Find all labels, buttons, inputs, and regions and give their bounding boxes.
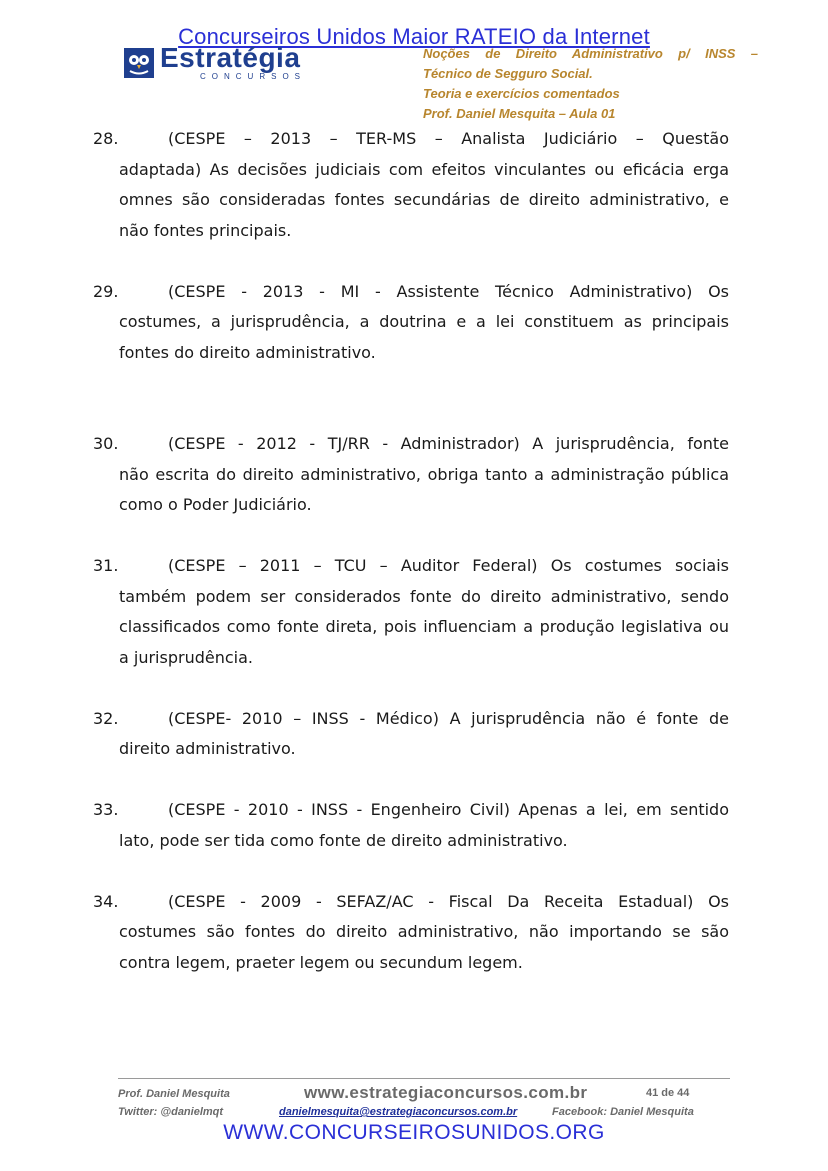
question-heading: (CESPE- 2010 – INSS - Médico) A jurisprudência não é fonte de (168, 708, 729, 728)
question-text: costumes são fontes do direito administrativo, não importando se são contra legem, praeter legem ou secundum legem. (119, 922, 729, 972)
question-heading: (CESPE - 2013 - MI - Assistente Técnico Administrativo) Os (168, 281, 729, 301)
logo-name: Estratégia (160, 42, 301, 73)
course-subtitle: Técnico de Segguro Social. (423, 66, 593, 81)
footer-email-link[interactable]: danielmesquita@estrategiaconcursos.com.br (279, 1106, 518, 1118)
logo-subtitle: CONCURSOS (200, 72, 307, 81)
owl-icon (124, 48, 154, 78)
question-item (93, 429, 729, 521)
question-item (93, 704, 729, 765)
question-number: 33. (93, 800, 119, 819)
course-title: Noções de Direito Administrativo p/ INSS – (423, 46, 758, 61)
question-number: 30. (93, 434, 119, 453)
question-heading: (CESPE - 2010 - INSS - Engenheiro Civil) Apenas a lei, em sentido (168, 800, 729, 819)
question-text: direito administrativo. (119, 739, 296, 758)
question-heading: (CESPE – 2013 – TER-MS – Analista Judiciário – Questão (168, 129, 729, 148)
question-text: lato, pode ser tida como fonte de direito administrativo. (119, 830, 568, 850)
estrategia-logo (124, 44, 306, 82)
footer-author: Prof. Daniel Mesquita (118, 1088, 230, 1100)
question-text: não escrita do direito administrativo, obriga tanto a administração pública como o Poder Judiciário. (119, 464, 729, 514)
page-footer (118, 1083, 730, 1123)
footer-divider (118, 1078, 730, 1079)
course-lesson: Prof. Daniel Mesquita – Aula 01 (423, 106, 616, 121)
watermark-top: Concurseiros Unidos Maior RATEIO da Internet (178, 24, 650, 49)
question-number: 31. (93, 556, 119, 575)
footer-twitter: Twitter: @danielmqt (118, 1106, 224, 1118)
question-number: 32. (93, 708, 119, 728)
footer-facebook: Facebook: Daniel Mesquita (552, 1106, 694, 1118)
question-item (93, 887, 729, 979)
question-text: costumes, a jurisprudência, a doutrina e a lei constituem as principais fontes do direito administrativo. (119, 312, 729, 362)
question-item (93, 795, 729, 856)
question-number: 29. (93, 281, 119, 301)
footer-site-link[interactable]: www.estrategiaconcursos.com.br (304, 1083, 588, 1102)
question-heading: (CESPE – 2011 – TCU – Auditor Federal) Os costumes sociais (168, 556, 729, 575)
watermark-bottom: WWW.CONCURSEIROSUNIDOS.ORG (223, 1121, 605, 1144)
question-item (93, 551, 729, 673)
page-number: 41 de 44 (646, 1087, 690, 1099)
question-item (93, 124, 729, 246)
question-number: 28. (93, 129, 119, 148)
question-heading: (CESPE - 2009 - SEFAZ/AC - Fiscal Da Receita Estadual) Os (168, 891, 729, 911)
question-text: adaptada) As decisões judiciais com efeitos vinculantes ou eficácia erga omnes são consideradas fontes secundárias de direito administrativo, e não fontes principais. (119, 159, 729, 240)
question-item (93, 277, 729, 369)
question-text: também podem ser considerados fonte do direito administrativo, sendo classificados como fonte direta, pois influenciam a produção legislativa ou a jurisprudência. (119, 586, 729, 667)
question-heading: (CESPE - 2012 - TJ/RR - Administrador) A jurisprudência, fonte (168, 434, 729, 453)
question-list (93, 124, 729, 1009)
question-number: 34. (93, 891, 119, 911)
course-header (423, 44, 758, 124)
course-description: Teoria e exercícios comentados (423, 86, 620, 101)
